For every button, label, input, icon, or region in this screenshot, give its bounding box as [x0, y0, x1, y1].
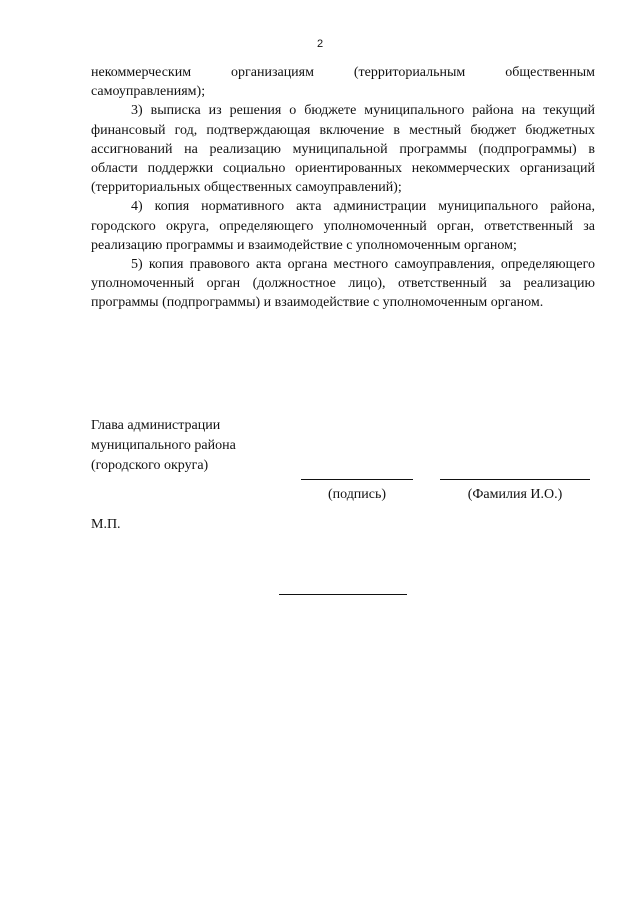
signer-title-line-3: (городского округа) — [91, 458, 209, 473]
paragraph-item-5: 5) копия правового акта органа местного самоуправления, определяющего уполномоченный орган (должностное лицо), ответственный за реализацию программы (подпрограммы) и взаимодействие с уполномоченным органом. — [91, 257, 595, 311]
signer-title-line-1: Глава администрации — [91, 418, 221, 433]
name-caption: (Фамилия И.О.) — [467, 487, 563, 502]
document-body — [91, 63, 595, 313]
stamp-label: М.П. — [91, 517, 121, 532]
paragraph-continuation: некоммерческим организациям (территориальным общественным самоуправлениям); — [91, 65, 595, 100]
signature-line — [301, 479, 413, 480]
paragraph-item-3: 3) выписка из решения о бюджете муниципального района на текущий финансовый год, подтверждающая включение в местный бюджет бюджетных ассигнований на реализацию муниципальной программы (подпрограммы) в области поддержки социально ориентированных некоммерческих организаций (территориальных общественных самоуправлений); — [91, 103, 595, 196]
paragraph-item-4: 4) копия нормативного акта администрации муниципального района, городского округа, определяющего уполномоченный орган, ответственный за реализацию программы и взаимодействие с уполномоченным органом; — [91, 199, 595, 253]
name-line — [440, 479, 590, 480]
page-number: 2 — [316, 38, 324, 50]
end-of-document-rule — [279, 594, 407, 595]
signer-title — [91, 416, 351, 476]
signature-caption: (подпись) — [327, 487, 387, 502]
signer-title-line-2: муниципального района — [91, 438, 236, 453]
